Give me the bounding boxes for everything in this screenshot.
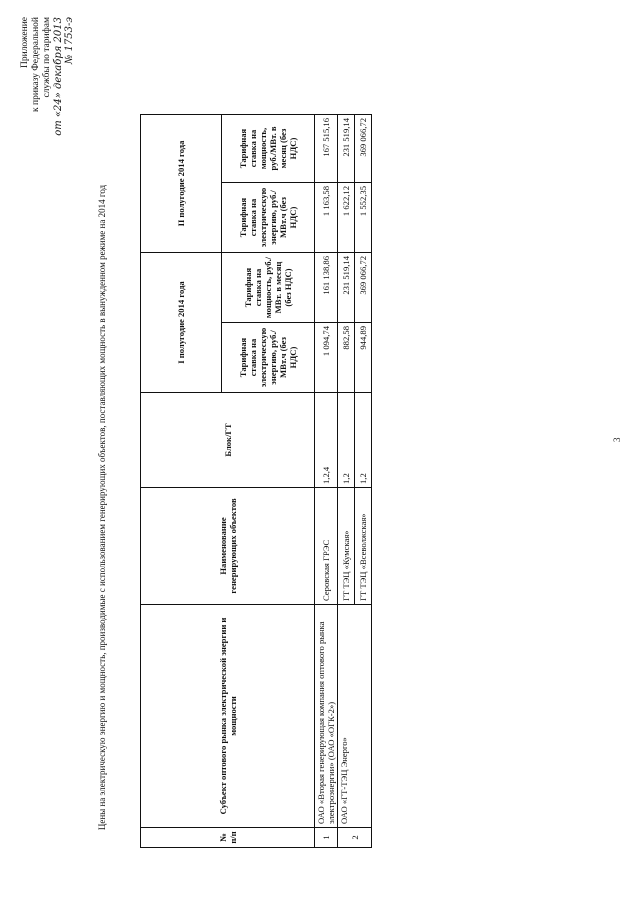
- row-unit: 1,2: [355, 393, 372, 488]
- row-subject: ОАО «Вторая генерирующая компания оптового рынка электроэнергии» (ОАО «ОГК-2»): [315, 605, 338, 828]
- appendix-line-2: к приказу Федеральной: [31, 17, 41, 112]
- row-h2-power: 167 515,16: [315, 115, 338, 183]
- row-object: ГТ ТЭЦ «Кумская»: [338, 488, 355, 605]
- appendix-block: [20, 17, 75, 137]
- table-row: [315, 115, 338, 848]
- header-h2-energy-rate: Тарифная ставка на электрическую энергию, руб./МВт.ч (без НДС): [222, 183, 315, 253]
- page-number: 3: [612, 437, 622, 442]
- row-object: Серовская ГРЭС: [315, 488, 338, 605]
- header-num: № п/п: [141, 828, 315, 848]
- appendix-line-3: службы по тарифам: [42, 17, 52, 98]
- header-row-top: [141, 115, 222, 848]
- row-h2-energy: 1 552,35: [355, 183, 372, 253]
- header-h2-power-rate: Тарифная ставка на мощность, руб./МВт. в месяц (без НДС): [222, 115, 315, 183]
- document-title: Цены на электрическую энергию и мощность, производимые с использованием генерирующих объектов, поставляющих мощность в вынужденном режиме на 2014 год: [97, 184, 107, 831]
- row-h2-power: 231 519,14: [338, 115, 355, 183]
- row-num: 1: [315, 828, 338, 848]
- appendix-line-1: Приложение: [20, 17, 30, 68]
- header-subject: Субъект оптового рынка электрической энергии и мощности: [141, 605, 315, 828]
- header-first-half: I полугодие 2014 года: [141, 253, 222, 393]
- table-row: [338, 115, 355, 848]
- row-unit: 1,2,4: [315, 393, 338, 488]
- row-h1-energy: 882,58: [338, 323, 355, 393]
- row-unit: 1,2: [338, 393, 355, 488]
- row-h2-energy: 1 163,58: [315, 183, 338, 253]
- row-h1-power: 369 066,72: [355, 253, 372, 323]
- row-h2-power: 369 066,72: [355, 115, 372, 183]
- header-second-half: II полугодие 2014 года: [141, 115, 222, 253]
- row-num: 2: [338, 828, 372, 848]
- row-h1-power: 231 519,14: [338, 253, 355, 323]
- header-object: Наименование генерирующих объектов: [141, 488, 315, 605]
- appendix-date-number: от «24» декабря 2013 № 1753-э: [53, 17, 75, 136]
- row-h1-energy: 944,89: [355, 323, 372, 393]
- header-unit: Блок/ГТ: [141, 393, 315, 488]
- tariff-table: [140, 114, 372, 848]
- row-object: ГТ ТЭЦ «Всеволжская»: [355, 488, 372, 605]
- row-h2-energy: 1 622,12: [338, 183, 355, 253]
- row-h1-energy: 1 094,74: [315, 323, 338, 393]
- header-h1-power-rate: Тарифная ставка на мощность, руб./МВт. в месяц (без НДС): [222, 253, 315, 323]
- row-h1-power: 161 138,86: [315, 253, 338, 323]
- header-h1-energy-rate: Тарифная ставка на электрическую энергию, руб./МВт.ч (без НДС): [222, 323, 315, 393]
- row-subject: ОАО «ГТ-ТЭЦ Энерго»: [338, 605, 372, 828]
